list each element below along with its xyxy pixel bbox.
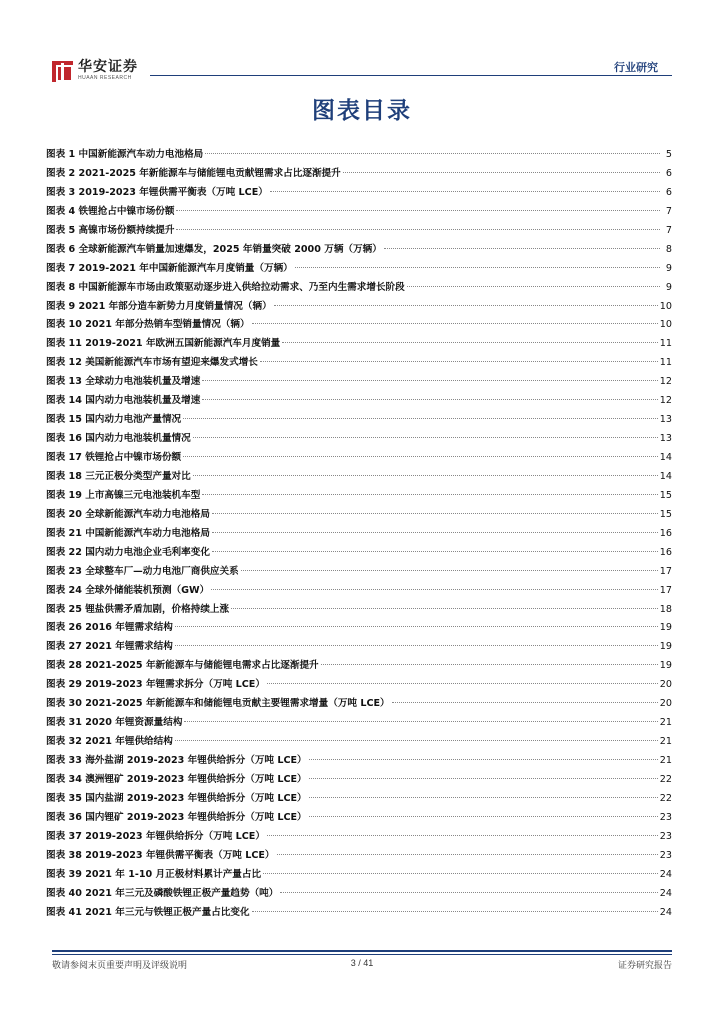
toc-leader-dots — [260, 361, 658, 362]
toc-entry-page[interactable]: 18 — [659, 603, 672, 615]
toc-entry-page[interactable]: 10 — [659, 319, 672, 331]
toc-entry[interactable] — [46, 544, 672, 563]
toc-entry[interactable] — [46, 809, 672, 828]
toc-entry-label[interactable]: 图表 38 2019-2023 年锂供需平衡表（万吨 LCE） — [46, 849, 275, 861]
toc-entry-label[interactable]: 图表 33 海外盐湖 2019-2023 年锂供给拆分（万吨 LCE） — [46, 755, 307, 766]
toc-entry-page[interactable]: 23 — [659, 849, 672, 861]
toc-entry-label[interactable]: 图表 18 三元正极分类型产量对比 — [46, 470, 191, 482]
footer-divider — [52, 950, 672, 952]
toc-leader-dots — [175, 645, 658, 646]
toc-entry-label[interactable]: 图表 37 2019-2023 年锂供给拆分（万吨 LCE） — [46, 830, 265, 842]
toc-entry[interactable] — [46, 506, 672, 525]
toc-entry-page[interactable]: 7 — [665, 205, 672, 217]
toc-entry[interactable] — [46, 354, 672, 373]
toc-entry-label[interactable]: 图表 5 高镍市场份额持续提升 — [46, 224, 175, 236]
toc-entry-label[interactable]: 图表 3 2019-2023 年锂供需平衡表（万吨 LCE） — [46, 186, 268, 198]
toc-entry-label[interactable]: 图表 25 锂盐供需矛盾加剧，价格持续上涨 — [46, 603, 230, 615]
toc-entry-label[interactable]: 图表 41 2021 年三元与铁锂正极产量占比变化 — [46, 906, 250, 918]
toc-leader-dots — [231, 608, 658, 609]
toc-entry-label[interactable]: 图表 35 国内盐湖 2019-2023 年锂供给拆分（万吨 LCE） — [46, 792, 307, 804]
footer-report-type: 证券研究报告 — [617, 961, 672, 971]
toc-leader-dots — [202, 494, 657, 495]
toc-entry[interactable] — [46, 771, 672, 790]
toc-leader-dots — [280, 892, 657, 893]
toc-entry-label[interactable]: 图表 19 上市高镍三元电池装机车型 — [46, 489, 201, 501]
toc-entry-page[interactable]: 24 — [659, 906, 672, 918]
toc-entry-label[interactable]: 图表 8 中国新能源车市场由政策驱动逐步进入供给拉动需求、乃至内生需求增长阶段 — [46, 281, 405, 293]
toc-entry[interactable] — [46, 828, 672, 847]
toc-entry-label[interactable]: 图表 16 国内动力电池装机量情况 — [46, 433, 191, 445]
toc-entry-label[interactable]: 图表 32 2021 年锂供给结构 — [46, 736, 173, 748]
toc-leader-dots — [309, 778, 658, 779]
toc-leader-dots — [184, 721, 657, 722]
toc-entry-label[interactable]: 图表 39 2021 年 1-10 月正极材料累计产量占比 — [46, 868, 262, 880]
toc-entry-label[interactable]: 图表 30 2021-2025 年新能源车和储能锂电贡献主要锂需求增量（万吨 LCE） — [46, 698, 390, 710]
toc-leader-dots — [193, 475, 658, 476]
toc-entry-page[interactable]: 17 — [659, 565, 672, 577]
toc-leader-dots — [392, 702, 658, 703]
toc-leader-dots — [241, 570, 658, 571]
toc-entry-label[interactable]: 图表 14 国内动力电池装机量及增速 — [46, 395, 201, 407]
toc-leader-dots — [343, 172, 660, 173]
toc-leader-dots — [309, 797, 658, 798]
toc-leader-dots — [183, 456, 658, 457]
toc-leader-dots — [175, 740, 658, 741]
toc-leader-dots — [274, 305, 658, 306]
toc-entry[interactable] — [46, 165, 672, 184]
toc-entry-label[interactable]: 图表 23 全球整车厂—动力电池厂商供应关系 — [46, 565, 239, 577]
toc-leader-dots — [384, 248, 660, 249]
footer-divider-thin — [52, 954, 672, 955]
toc-entry[interactable] — [46, 203, 672, 222]
toc-entry[interactable] — [46, 146, 672, 165]
toc-entry[interactable] — [46, 619, 672, 638]
toc-leader-dots — [183, 418, 658, 419]
toc-entry-label[interactable]: 图表 1 中国新能源汽车动力电池格局 — [46, 149, 204, 160]
toc-entry-label[interactable]: 图表 4 铁锂抢占中镍市场份额 — [46, 205, 175, 217]
toc-entry[interactable] — [46, 241, 672, 260]
toc-entry-page[interactable]: 10 — [659, 300, 672, 312]
toc-entry[interactable] — [46, 487, 672, 506]
toc-entry-page[interactable]: 19 — [659, 622, 672, 634]
toc-entry-page[interactable]: 6 — [665, 186, 672, 198]
toc-entry-label[interactable]: 图表 36 国内锂矿 2019-2023 年锂供给拆分（万吨 LCE） — [46, 811, 307, 823]
toc-entry[interactable] — [46, 449, 672, 468]
toc-entry-label[interactable]: 图表 13 全球动力电池装机量及增速 — [46, 376, 201, 388]
toc-entry-page[interactable]: 23 — [659, 830, 672, 842]
toc-entry[interactable] — [46, 184, 672, 203]
toc-entry-label[interactable]: 图表 27 2021 年锂需求结构 — [46, 641, 173, 653]
logo-cn: 华安证券 — [78, 59, 138, 75]
footer-disclaimer: 敬请参阅末页重要声明及评级说明 — [52, 961, 188, 971]
toc-entry-page[interactable]: 19 — [659, 660, 672, 672]
toc-entry-page[interactable]: 9 — [665, 262, 672, 274]
toc-entry-page[interactable]: 22 — [659, 792, 672, 804]
toc-entry-page[interactable]: 20 — [659, 698, 672, 710]
toc-entry-label[interactable]: 图表 34 澳洲锂矿 2019-2023 年锂供给拆分（万吨 LCE） — [46, 773, 307, 785]
toc-entry-label[interactable]: 图表 2 2021-2025 年新能源车与储能锂电贡献锂需求占比逐渐提升 — [46, 167, 341, 179]
toc-entry-label[interactable]: 图表 26 2016 年锂需求结构 — [46, 622, 173, 634]
toc-entry[interactable] — [46, 335, 672, 354]
toc-entry-page[interactable]: 24 — [659, 868, 672, 880]
toc-entry-page[interactable]: 20 — [659, 679, 672, 691]
toc-leader-dots — [212, 551, 658, 552]
toc-entry[interactable] — [46, 601, 672, 620]
toc-entry-label[interactable]: 图表 11 2019-2021 年欧洲五国新能源汽车月度销量 — [46, 338, 281, 350]
toc-entry-page[interactable]: 15 — [659, 508, 672, 520]
toc-entry-label[interactable]: 图表 6 全球新能源汽车销量加速爆发，2025 年销量突破 2000 万辆（万辆） — [46, 243, 382, 255]
toc-leader-dots — [212, 513, 658, 514]
toc-entry[interactable] — [46, 733, 672, 752]
page-title: 图表目录 — [312, 97, 412, 124]
toc-entry[interactable] — [46, 904, 672, 923]
company-logo — [52, 60, 138, 82]
toc-entry[interactable] — [46, 714, 672, 733]
toc-entry-label[interactable]: 图表 15 国内动力电池产量情况 — [46, 414, 182, 426]
toc-entry-page[interactable]: 13 — [659, 414, 672, 426]
toc-leader-dots — [267, 835, 658, 836]
toc-entry-label[interactable]: 图表 31 2020 年锂资源量结构 — [46, 717, 183, 729]
toc-entry-label[interactable]: 图表 29 2019-2023 年锂需求拆分（万吨 LCE） — [46, 679, 265, 691]
toc-entry[interactable] — [46, 392, 672, 411]
toc-entry-label[interactable]: 图表 22 国内动力电池企业毛利率变化 — [46, 546, 210, 558]
toc-entry-page[interactable]: 16 — [659, 527, 672, 539]
toc-entry-label[interactable]: 图表 40 2021 年三元及磷酸铁锂正极产量趋势（吨） — [46, 887, 279, 899]
toc-entry-label[interactable]: 图表 20 全球新能源汽车动力电池格局 — [46, 508, 210, 520]
toc-entry-page[interactable]: 15 — [659, 489, 672, 501]
page-number: 3 / 41 — [350, 958, 374, 968]
toc-entry-page[interactable]: 14 — [659, 470, 672, 482]
toc-entry[interactable] — [46, 638, 672, 657]
toc-entry-page[interactable]: 12 — [659, 395, 672, 407]
toc-entry[interactable] — [46, 260, 672, 279]
toc-entry[interactable] — [46, 847, 672, 866]
toc-entry-page[interactable]: 21 — [659, 736, 672, 748]
toc-entry-page[interactable]: 11 — [659, 338, 672, 350]
toc-entry-label[interactable]: 图表 12 美国新能源汽车市场有望迎来爆发式增长 — [46, 357, 258, 369]
toc-entry-page[interactable]: 19 — [659, 641, 672, 653]
toc-entry[interactable] — [46, 657, 672, 676]
toc-entry[interactable] — [46, 411, 672, 430]
toc-entry-label[interactable]: 图表 24 全球外储能装机预测（GW） — [46, 584, 210, 596]
toc-entry[interactable] — [46, 279, 672, 298]
toc-entry[interactable] — [46, 752, 672, 771]
toc-entry-page[interactable]: 23 — [659, 811, 672, 823]
toc-leader-dots — [309, 816, 658, 817]
logo-mark-icon — [52, 61, 73, 82]
toc-entry-page[interactable]: 8 — [665, 243, 672, 255]
logo-text — [78, 60, 138, 82]
toc-entry-page[interactable]: 9 — [665, 281, 672, 293]
toc-entry[interactable] — [46, 525, 672, 544]
toc-entry-label[interactable]: 图表 9 2021 年部分造车新势力月度销量情况（辆） — [46, 300, 272, 312]
toc-leader-dots — [176, 210, 660, 211]
toc-leader-dots — [202, 380, 657, 381]
toc-entry[interactable] — [46, 582, 672, 601]
toc-leader-dots — [193, 437, 658, 438]
toc-entry-page[interactable]: 6 — [665, 167, 672, 179]
toc-entry[interactable] — [46, 430, 672, 449]
toc-leader-dots — [176, 229, 660, 230]
toc-entry-label[interactable]: 图表 7 2019-2021 年中国新能源汽车月度销量（万辆） — [46, 262, 293, 274]
toc-leader-dots — [282, 342, 658, 343]
toc-leader-dots — [252, 911, 658, 912]
toc-entry-page[interactable]: 14 — [659, 452, 672, 463]
toc-entry[interactable] — [46, 676, 672, 695]
header-divider — [150, 75, 672, 76]
toc-entry[interactable] — [46, 790, 672, 809]
toc-entry[interactable] — [46, 373, 672, 392]
toc-entry-page[interactable]: 5 — [665, 149, 672, 160]
toc-entry[interactable] — [46, 298, 672, 317]
toc-entry-label[interactable]: 图表 28 2021-2025 年新能源车与储能锂电需求占比逐渐提升 — [46, 660, 319, 672]
table-of-figures — [46, 146, 672, 922]
toc-leader-dots — [309, 759, 658, 760]
toc-entry-page[interactable]: 21 — [659, 755, 672, 766]
toc-entry-page[interactable]: 7 — [665, 224, 672, 236]
toc-entry-page[interactable]: 13 — [659, 433, 672, 445]
toc-leader-dots — [270, 191, 660, 192]
toc-entry[interactable] — [46, 563, 672, 582]
toc-entry-page[interactable]: 12 — [659, 376, 672, 388]
toc-entry-page[interactable]: 24 — [659, 887, 672, 899]
toc-entry-page[interactable]: 11 — [659, 357, 672, 369]
toc-entry[interactable] — [46, 866, 672, 885]
toc-leader-dots — [321, 664, 658, 665]
toc-entry[interactable] — [46, 885, 672, 904]
toc-entry[interactable] — [46, 222, 672, 241]
toc-leader-dots — [267, 683, 658, 684]
toc-leader-dots — [212, 532, 658, 533]
toc-entry-page[interactable]: 17 — [659, 584, 672, 596]
toc-entry-label[interactable]: 图表 17 铁锂抢占中镍市场份额 — [46, 452, 182, 463]
toc-leader-dots — [277, 854, 658, 855]
toc-leader-dots — [175, 626, 658, 627]
logo-en: HUAAN RESEARCH — [78, 75, 132, 81]
toc-entry-label[interactable]: 图表 21 中国新能源汽车动力电池格局 — [46, 527, 210, 539]
report-type-tag: 行业研究 — [614, 61, 658, 74]
toc-leader-dots — [252, 323, 658, 324]
toc-entry[interactable] — [46, 468, 672, 487]
toc-entry-page[interactable]: 16 — [659, 546, 672, 558]
toc-entry[interactable] — [46, 695, 672, 714]
toc-leader-dots — [263, 873, 658, 874]
toc-leader-dots — [205, 153, 660, 154]
toc-entry[interactable] — [46, 316, 672, 335]
toc-entry-page[interactable]: 21 — [659, 717, 672, 729]
toc-entry-label[interactable]: 图表 10 2021 年部分热销车型销量情况（辆） — [46, 319, 250, 331]
toc-leader-dots — [211, 589, 658, 590]
toc-leader-dots — [407, 286, 660, 287]
toc-leader-dots — [202, 399, 657, 400]
toc-leader-dots — [295, 267, 660, 268]
toc-entry-page[interactable]: 22 — [659, 773, 672, 785]
